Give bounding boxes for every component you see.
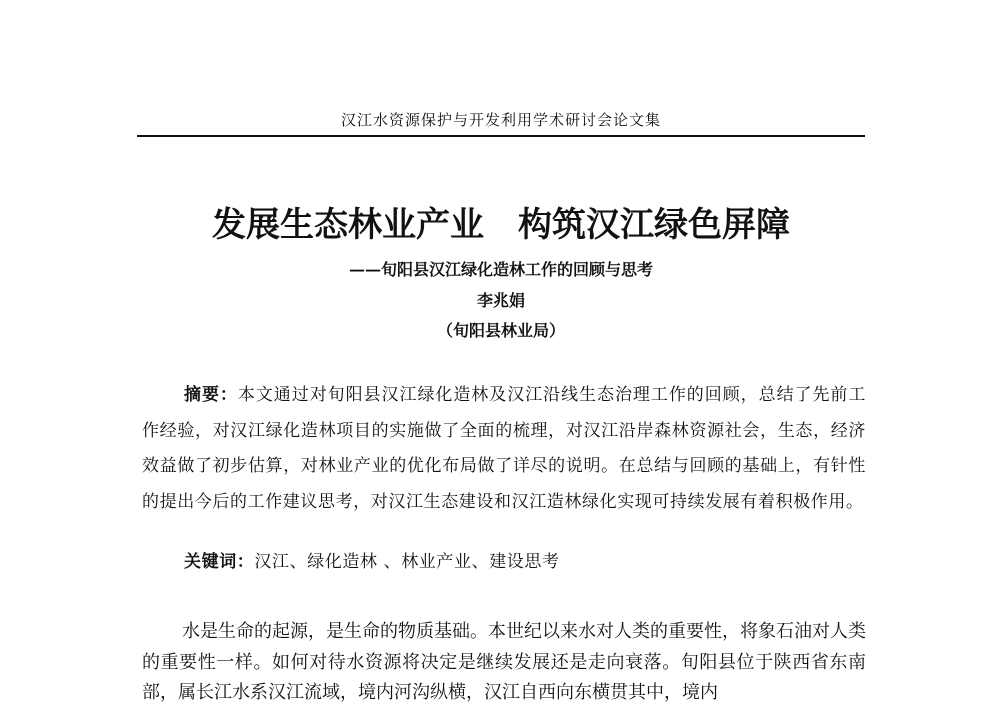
abstract — [142, 378, 866, 520]
abstract-text: 本文通过对旬阳县汉江绿化造林及汉江沿线生态治理工作的回顾，总结了先前工作经验，对汉江绿化造林项目的实施做了全面的梳理，对汉江沿岸森林资源社会，生态，经济效益做了初步估算，对林业产业的优化布局做了详尽的说明。在总结与回顾的基础上，有针性的提出今后的工作建议思考，对汉江生态建设和汉江造林绿化实现可持续发展有着积极作用。 — [142, 385, 866, 512]
author-affiliation: （旬阳县林业局） — [436, 321, 565, 340]
paper-title: 发展生态林业产业 构筑汉江绿色屏障 — [212, 205, 790, 245]
keywords-text: 汉江、绿化造林 、林业产业、建设思考 — [254, 552, 560, 572]
keywords-label: 关键词： — [184, 552, 255, 572]
header-rule — [137, 135, 865, 137]
body-paragraph: 水是生命的起源，是生命的物质基础。本世纪以来水对人类的重要性，将象石油对人类的重要性一样。如何对待水资源将决定是继续发展还是走向衰落。旬阳县位于陕西省东南部，属长江水系汉江流域，境内河沟纵横，汉江自西向东横贯其中，境内 — [142, 621, 866, 703]
running-header: 汉江水资源保护与开发利用学术研讨会论文集 — [340, 111, 661, 129]
paper-subtitle: ——旬阳县汉江绿化造林工作的回顾与思考 — [348, 260, 653, 279]
author-name: 李兆娟 — [476, 291, 525, 310]
abstract-label: 摘要： — [184, 385, 238, 405]
keywords — [184, 547, 864, 572]
